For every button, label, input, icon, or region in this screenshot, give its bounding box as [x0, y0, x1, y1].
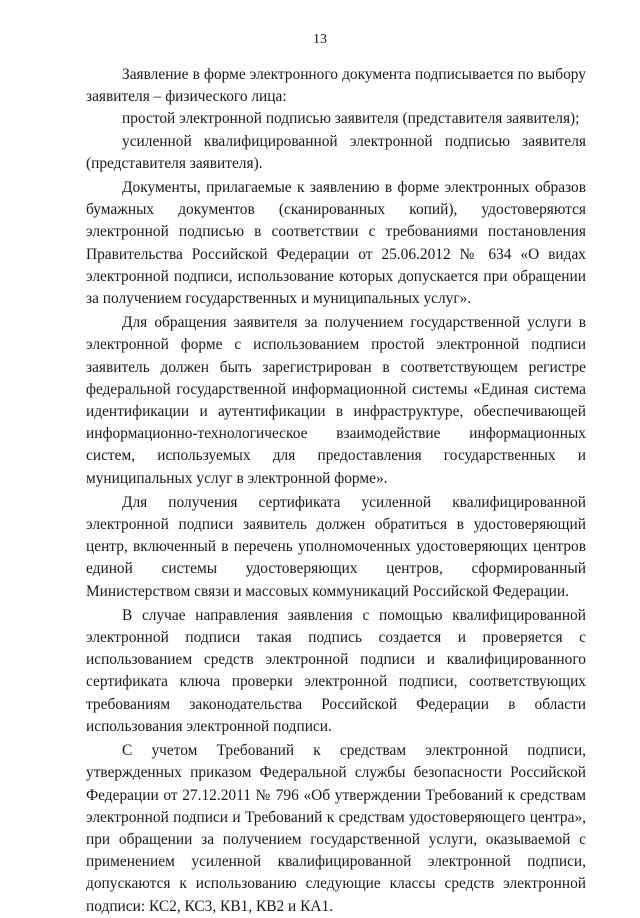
paragraph-simple-signature: простой электронной подписью заявителя (представителя заявителя); — [122, 110, 580, 128]
paragraph-registration-requirement: Для обращения заявителя за получением государственной услуги в электронной форме с использованием простой электронной подписи заявитель должен быть зарегистрирован в соответствующем регистре федеральной государственной информационной системы «Единая система идентификации и аутентификации в инфраструктуре, обеспечивающей информационно-технологическое взаимодействие информационных систем, используемых для предоставления государственных и муниципальных услуг в электронной форме». — [86, 314, 586, 487]
page-number: 13 — [313, 32, 327, 47]
paragraph-certificate: Для получения сертификата усиленной квалифицированной электронной подписи заявитель должен обратиться в удостоверяющий центр, включенный в перечень уполномоченных удостоверяющих центров единой системы удостоверяющих центров, сформированный Министерством связи и массовых коммуникаций Российской Федерации. — [86, 493, 586, 600]
paragraph-qualified-signature: усиленной квалифицированной электронной подписью заявителя (представителя заявителя). — [86, 132, 586, 172]
paragraph-signature-classes: С учетом Требований к средствам электронной подписи, утвержденных приказом Федеральной службы безопасности Российской Федерации от 27.12.2011 № 796 «Об утверждении Требований к средствам электронной подписи и Требований к средствам удостоверяющего центра», при обращении за получением государственной услуги, оказываемой с применением усиленной квалифицированной электронной подписи, допускаются к использованию следующие классы средств электронной подписи: КС2, КС3, КВ1, КВ2 и КА1. — [86, 742, 586, 915]
paragraph-signing-intro: Заявление в форме электронного документа подписывается по выбору заявителя – физического лица: — [86, 66, 586, 106]
document-body — [86, 64, 586, 918]
paragraph-attached-documents: Документы, прилагаемые к заявлению в форме электронных образов бумажных документов (сканированных копий), удостоверяются электронной подписью в соответствии с требованиями постановления Правительства Российской Федерации от 25.06.2012 № 634 «О видах электронной подписи, использование которых допускается при обращении за получением государственных и муниципальных услуг». — [86, 179, 586, 308]
paragraph-qualified-verification: В случае направления заявления с помощью квалифицированной электронной подписи такая подпись создается и проверяется с использованием средств электронной подписи и квалифицированного сертификата ключа проверки электронной подписи, соответствующих требованиям законодательства Российской Федерации в области использования электронной подписи. — [86, 606, 586, 735]
